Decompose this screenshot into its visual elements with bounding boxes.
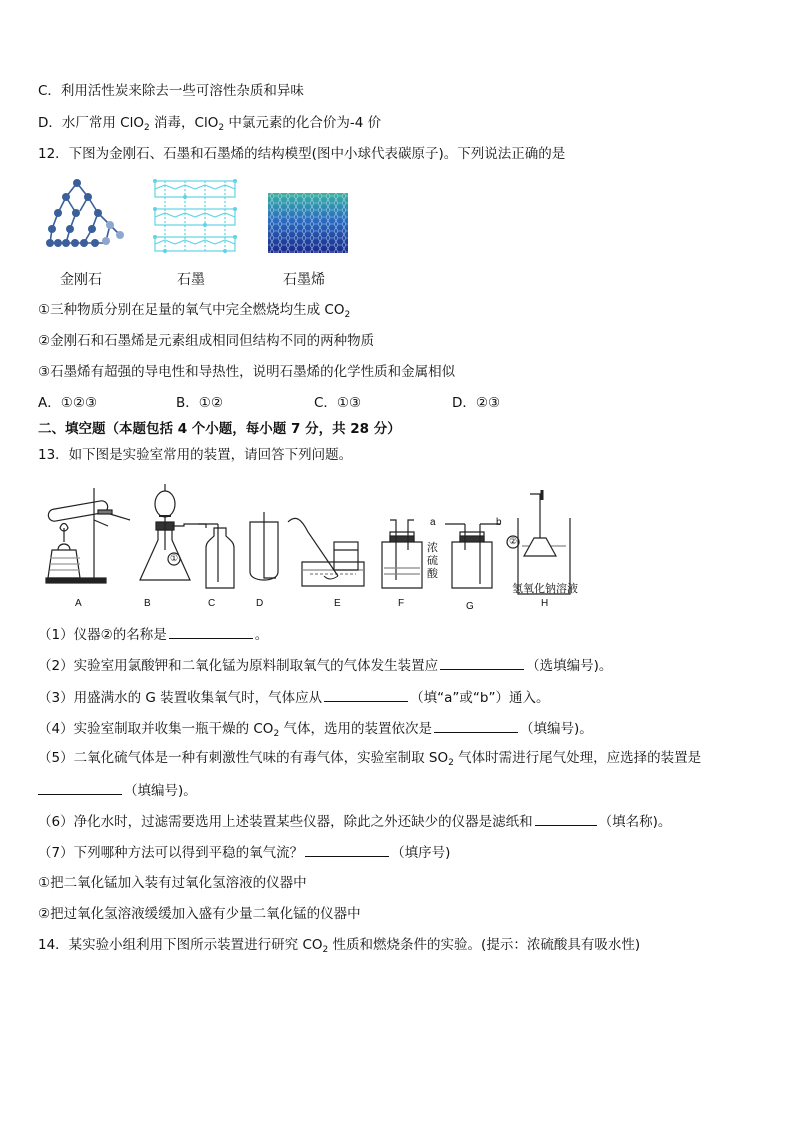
q13-part-2: （2）实验室用氯酸钾和二氧化锰为原料制取氧气的气体发生装置应 （选填编号)。: [38, 655, 612, 675]
apparatus-b: [140, 484, 206, 580]
apparatus-d: [250, 512, 278, 580]
q13-method-2: ②把过氧化氢溶液缓缓加入盛有少量二氧化锰的仪器中: [38, 906, 361, 922]
q13-part-1: （1）仪器②的名称是 。: [38, 624, 268, 644]
apparatus-f: [382, 520, 422, 588]
q13-stem: 13．如下图是实验室常用的装置，请回答下列问题。: [38, 447, 353, 463]
q12-statement-1: ①三种物质分别在足量的氧气中完全燃烧均生成 $CO_2$: [38, 302, 351, 320]
carbon-structures-figure: [40, 175, 360, 260]
q11-option-d: D．水厂常用 ClO$_2$ 消毒，ClO$_2$ 中氯元素的化合价为-4 价: [38, 115, 382, 133]
answer-blank-3[interactable]: [324, 687, 408, 702]
label-a: A: [75, 598, 82, 609]
label-b: B: [144, 598, 151, 609]
answer-blank-1[interactable]: [169, 624, 253, 639]
label-d: D: [256, 598, 264, 609]
q13-part-7: （7）下列哪种方法可以得到平稳的氧气流？ （填序号): [38, 842, 450, 862]
apparatus-g: [445, 524, 500, 588]
q13-part-5-cont: （填编号)。: [38, 780, 197, 800]
answer-blank-6[interactable]: [535, 811, 597, 826]
q12-option-b[interactable]: B．①②: [176, 395, 223, 411]
label-circle-2: ②: [509, 536, 518, 546]
label-h: H: [541, 598, 549, 609]
caption-diamond: 金刚石: [60, 272, 102, 288]
answer-blank-7[interactable]: [305, 842, 389, 857]
q14-stem: 14．某实验小组利用下图所示装置进行研究 $CO_2$ 性质和燃烧条件的实验。(提示：浓硫酸具有吸水性): [38, 937, 641, 955]
section-heading: 二、填空题（本题包括 4 个小题，每小题 7 分，共 28 分）: [38, 421, 401, 437]
apparatus-c: [198, 524, 234, 588]
label-f: F: [398, 598, 405, 609]
caption-graphene: 石墨烯: [283, 272, 325, 288]
q13-part-6: （6）净化水时，过滤需要选用上述装置某些仪器，除此之外还缺少的仪器是滤纸和 （填名称)。: [38, 811, 671, 831]
naoh-label: 氢氧化钠溶液: [512, 583, 578, 595]
label-e: E: [334, 598, 341, 609]
answer-blank-4[interactable]: [434, 718, 518, 733]
label-port-b: b: [496, 517, 502, 528]
apparatus-a: [46, 488, 130, 583]
answer-blank-2[interactable]: [440, 655, 524, 670]
q12-options: [38, 394, 590, 412]
label-c: C: [208, 598, 216, 609]
label-port-a: a: [430, 517, 436, 528]
q12-option-d[interactable]: D．②③: [452, 395, 501, 411]
q12-option-c[interactable]: C．①③: [314, 395, 362, 411]
q13-part-5: （5）二氧化硫气体是一种有刺激性气味的有毒气体，实验室制取 $SO_2$ 气体时需进行尾气处理，应选择的装置是: [38, 750, 702, 768]
q13-part-4: （4）实验室制取并收集一瓶干燥的 $CO_2$ 气体，选用的装置依次是 （填编号)。: [38, 718, 593, 743]
q12-statement-2: ②金刚石和石墨烯是元素组成相同但结构不同的两种物质: [38, 333, 375, 349]
answer-blank-5[interactable]: [38, 780, 122, 795]
q12-statement-3: ③石墨烯有超强的导电性和导热性，说明石墨烯的化学性质和金属相似: [38, 364, 456, 380]
label-g: G: [466, 601, 474, 612]
acid-label: 浓 硫 酸: [427, 542, 438, 580]
caption-graphite: 石墨: [177, 272, 205, 288]
q12-option-a[interactable]: A．①②③: [38, 395, 98, 411]
apparatus-e: [288, 518, 364, 586]
graphite-model: [155, 181, 235, 251]
q11-option-c: C．利用活性炭来除去一些可溶性杂质和异味: [38, 83, 304, 99]
q12-stem: 12．下图为金刚石、石墨和石墨烯的结构模型(图中小球代表碳原子)。下列说法正确的是: [38, 146, 566, 162]
q13-part-3: （3）用盛满水的 G 装置收集氧气时，气体应从 （填“a”或“b”）通入。: [38, 687, 549, 707]
q13-method-1: ①把二氧化锰加入装有过氧化氢溶液的仪器中: [38, 875, 307, 891]
label-circle-1: ①: [170, 553, 179, 563]
diamond-atoms: [46, 179, 124, 247]
